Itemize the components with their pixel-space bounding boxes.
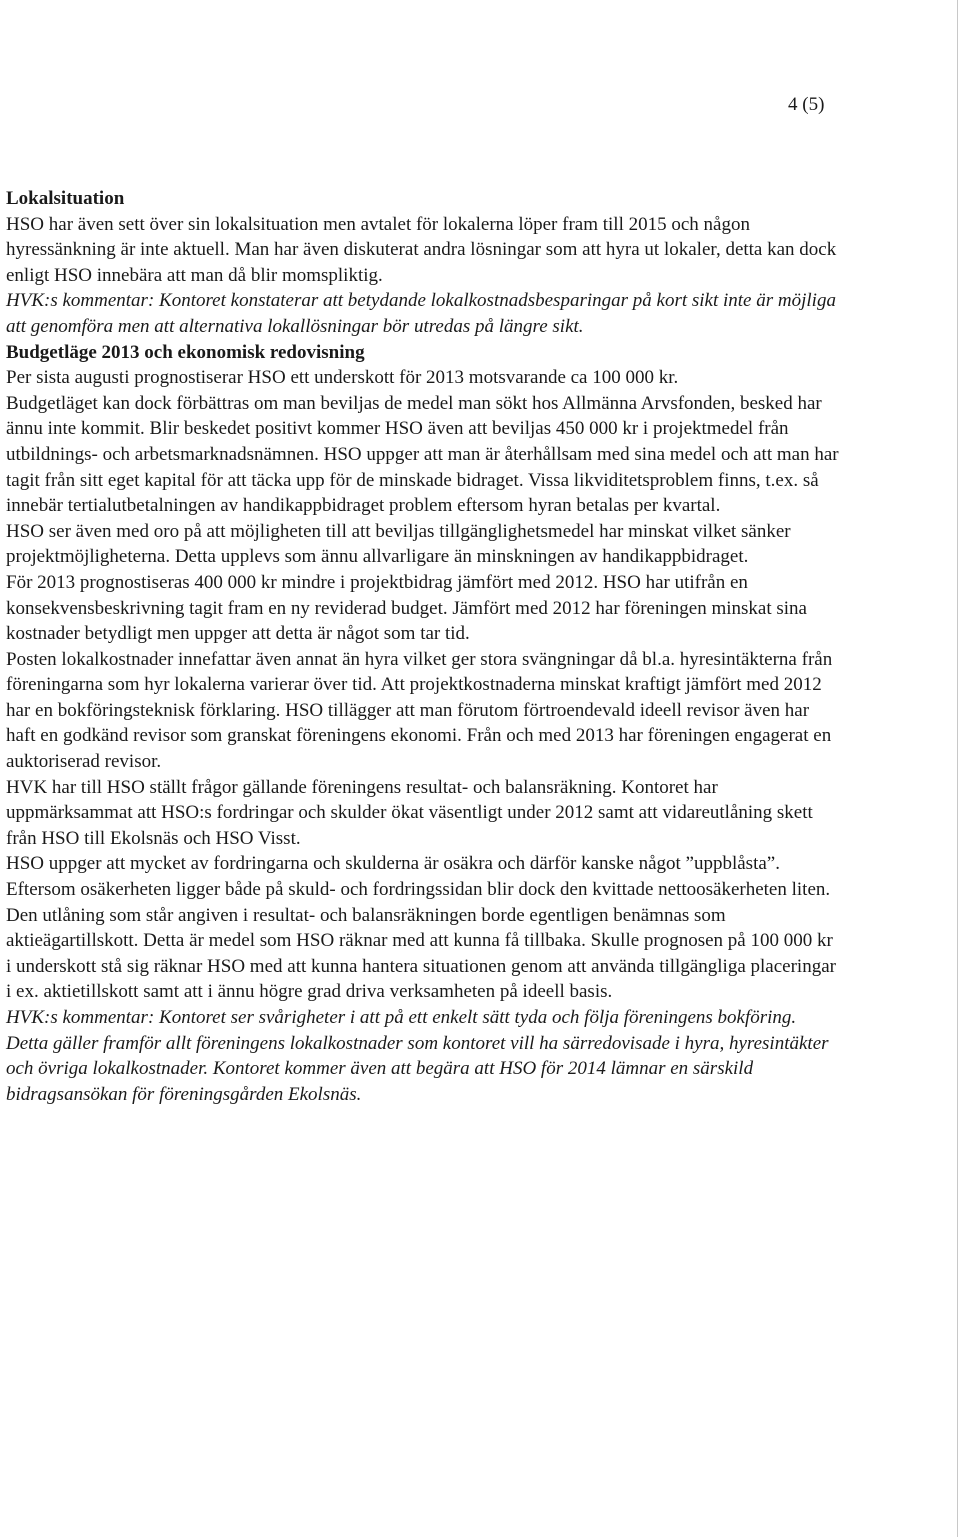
- paragraph-lokalkostnader: Posten lokalkostnader innefattar även annat än hyra vilket ger stora svängningar då bl.a. hyresintäkterna från föreningarna som hyr lokalerna varierar över tid. Att projektkostnaderna minskat kraftigt jämfört med 2012 har en bokföringsteknisk förklaring. HSO tillägger att man förutom förtroendevald ideell revisor även har haft en godkänd revisor som granskat föreningens ekonomi. Från och med 2013 har föreningen engagerat en auktoriserad revisor.: [6, 648, 833, 773]
- document-body: [6, 186, 841, 1107]
- paragraph-lokalsituation: HSO har även sett över sin lokalsituation men avtalet för lokalerna löper fram till 2015 och någon hyressänkning är inte aktuell. Man har även diskuterat andra lösningar som att hyra ut lokaler, detta kan dock enligt HSO innebära att man då blir momspliktig.: [6, 213, 837, 286]
- hvk-comment-budget: HVK:s kommentar: Kontoret ser svårigheter i att på ett enkelt sätt tyda och följa föreningens bokföring. Detta gäller framför allt föreningens lokalkostnader som kontoret vill ha särredovisade i hyra, hyresintäkter och övriga lokalkostnader. Kontoret kommer även att begära att HSO för 2014 lämnar en särskild bidragsansökan för föreningsgården Ekolsnäs.: [6, 1007, 829, 1105]
- paragraph-hso-response: HSO uppger att mycket av fordringarna och skulderna är osäkra och därför kanske något ”uppblåsta”. Eftersom osäkerheten ligger både på skuld- och fordringssidan blir dock den kvittade nettoosäkerheten liten. Den utlåning som står angiven i resultat- och balansräkningen borde egentligen benämnas som aktieägartillskott. Detta är medel som HSO räknar med att kunna få tillbaka. Skulle prognosen på 100 000 kr i underskott stå sig räknar HSO med att kunna hantera situationen genom att använda tillgängliga placeringar i ex. aktietillskott samt att i ännu högre grad driva verksamheten på ideell basis.: [6, 853, 836, 1003]
- paragraph-2013-forecast: För 2013 prognostiseras 400 000 kr mindre i projektbidrag jämfört med 2012. HSO har utifrån en konsekvensbeskrivning tagit fram en ny reviderad budget. Jämfört med 2012 har föreningen minskat sina kostnader betydligt men uppger att detta är något som tar tid.: [6, 571, 807, 645]
- paragraph-budget-concern: HSO ser även med oro på att möjligheten till att beviljas tillgänglighetsmedel har minskat vilket sänker projektmöjligheterna. Detta upplevs som ännu allvarligare än minskningen av handikappbidraget.: [6, 520, 791, 568]
- paragraph-budget-forecast: Per sista augusti prognostiserar HSO ett underskott för 2013 motsvarande ca 100 000 kr.: [6, 367, 679, 389]
- paragraph-budget-improvement: Budgetläget kan dock förbättras om man beviljas de medel man sökt hos Allmänna Arvsfonden, besked har ännu inte kommit. Blir beskedet positivt kommer HSO även att beviljas 450 000 kr i projektmedel från utbildnings- och arbetsmarknadsnämnen. HSO uppger att man är återhållsam med sina medel och att man har tagit från sitt eget kapital för att täcka upp för de minskade bidraget. Vissa likviditetsproblem finns, t.ex. så innebär tertialutbetalningen av handikappbidraget problem eftersom hyran betalas per kvartal.: [6, 392, 839, 517]
- page-number: 4 (5): [788, 94, 825, 115]
- hvk-comment-lokal: HVK:s kommentar: Kontoret konstaterar att betydande lokalkostnadsbesparingar på kort sikt inte är möjliga att genomföra men att alternativa lokallösningar bör utredas på längre sikt.: [6, 290, 836, 337]
- scan-edge-line: [957, 0, 958, 1537]
- section-heading-budget: Budgetläge 2013 och ekonomisk redovisning: [6, 341, 365, 363]
- paragraph-hvk-questions: HVK har till HSO ställt frågor gällande föreningens resultat- och balansräkning. Kontoret har uppmärksammat att HSO:s fordringar och skulder ökat väsentligt under 2012 samt att vidareutlåning skett från HSO till Ekolsnäs och HSO Visst.: [6, 776, 813, 849]
- section-heading-lokalsituation: Lokalsituation: [6, 188, 125, 209]
